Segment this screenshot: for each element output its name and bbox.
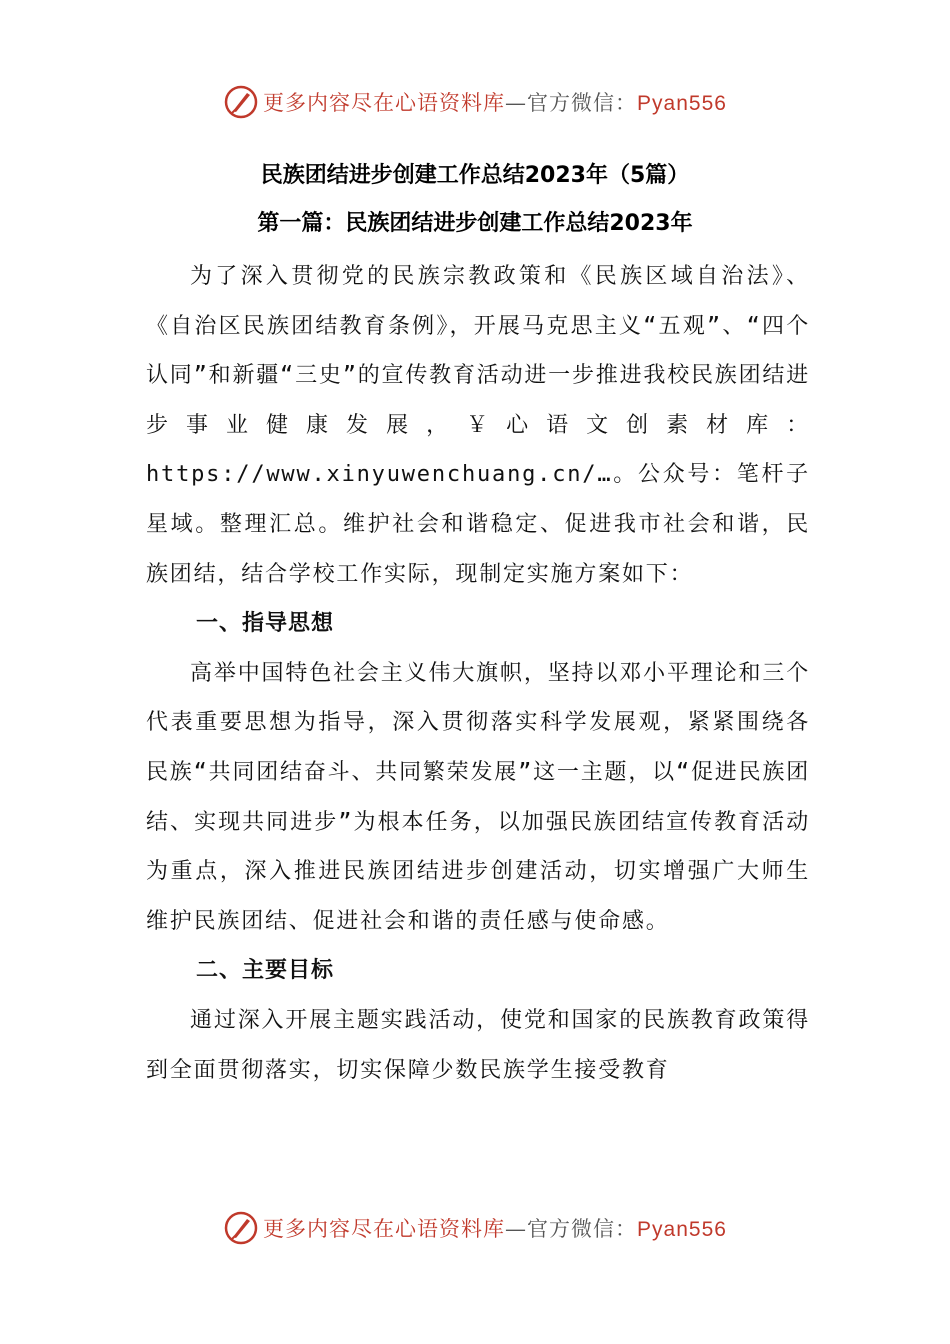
banner-dash: — <box>505 91 528 115</box>
section2-heading: 二、主要目标 <box>196 958 335 984</box>
banner-main-text: 更多内容尽在心语资料库 <box>263 1217 506 1241</box>
quill-pen-logo-icon <box>223 84 259 120</box>
banner-wechat-id: Pyan556 <box>637 1218 727 1241</box>
section1-paragraph: 高举中国特色社会主义伟大旗帜，坚持以邓小平理论和三个代表重要思想为指导，深入贯彻落实科学发展观，紧紧围绕各民族“共同团结奋斗、共同繁荣发展”这一主题，以“促进民族团结、实现共同进步”为根本任务，以加强民族团结宣传教育活动为重点，深入推进民族团结进步创建活动，切实增强广大师生维护民族团结、促进社会和谐的责任感与使命感。 <box>146 660 810 934</box>
banner-dash: — <box>505 1217 528 1241</box>
header-banner <box>0 80 950 124</box>
section1-heading: 一、指导思想 <box>196 611 335 637</box>
quill-pen-logo-icon <box>223 1210 259 1246</box>
section2-paragraph: 通过深入开展主题实践活动，使党和国家的民族教育政策得到全面贯彻落实，切实保障少数民族学生接受教育 <box>146 1007 810 1083</box>
banner-wechat-id: Pyan556 <box>637 92 727 115</box>
document-body <box>146 252 810 1095</box>
footer-banner <box>0 1206 950 1250</box>
document-subtitle: 第一篇：民族团结进步创建工作总结2023年 <box>257 211 693 236</box>
document-title: 民族团结进步创建工作总结2023年（5篇） <box>260 163 690 188</box>
intro-paragraph: 为了深入贯彻党的民族宗教政策和《民族区域自治法》、《自治区民族团结教育条例》，开展马克思主义“五观”、“四个认同”和新疆“三史”的宣传教育活动进一步推进我校民族团结进步事业健康发展，￥心语文创素材库：https://www.xinyuwenchuang.cn/…。公众号：笔杆子星域。整理汇总。维护社会和谐稳定、促进我市社会和谐，民族团结，结合学校工作实际，现制定实施方案如下： <box>146 264 810 587</box>
banner-wechat-label: 官方微信： <box>527 1217 638 1241</box>
banner-wechat-label: 官方微信： <box>527 91 638 115</box>
banner-main-text: 更多内容尽在心语资料库 <box>263 91 506 115</box>
